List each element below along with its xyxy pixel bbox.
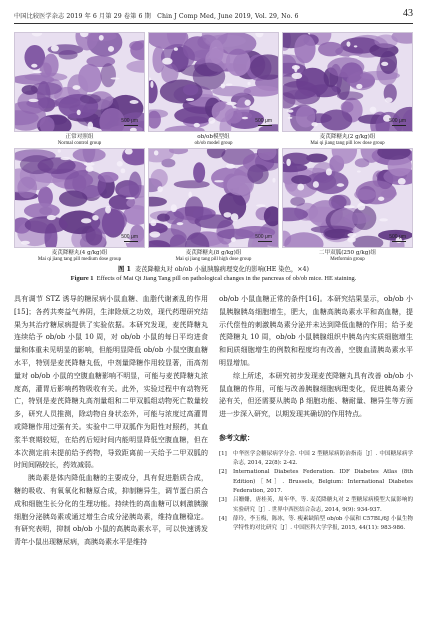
- micrograph-image: [148, 32, 279, 132]
- micrograph-image: [148, 148, 279, 248]
- figure-panel: [14, 148, 145, 263]
- figure-panel: [282, 148, 413, 263]
- journal-citation: 中国比较医学杂志 2019 年 6 月第 29 卷第 6 期 Chin J Comp Med, June 2019, Vol. 29, No. 6: [14, 12, 299, 20]
- reference-text: 吕姗姗，唐桂英，周年华，等. 麦芪降糖丸对 2 型糖尿病模型大鼠影响的实验研究［J］. 世界中西医结合杂志, 2014, 9(9): 934-937.: [233, 497, 413, 513]
- micrograph-image: [282, 32, 413, 132]
- reference-item: [219, 515, 413, 534]
- figure-caption: [14, 265, 413, 283]
- panel-caption-cn: 麦芪降糖丸(8 g/kg)组: [185, 250, 242, 256]
- body-paragraph: 综上所述，本研究初步发现麦芪降糖丸具有改善 ob/ob 小鼠血糖的作用，可能与改善胰腺细胞病理变化，促进胰岛素分泌有关，但还需要从胰岛 β 细胞功能、糖耐量、糖异生等方面进一步深入研究，以期发现其确切的作用特点。: [219, 371, 413, 419]
- panel-caption-cn: 正常对照组: [65, 134, 94, 140]
- body-paragraph: 胰岛素是体内降低血糖的主要成分，具有促进脂质合成，糖的吸收、有氧氧化和糖原合成，抑制糖异生，调节蛋白质合成和细胞生长分化的生理功能。持续性的高血糖可以刺激胰腺细胞分泌胰岛素或通过增生合成分泌胰岛素，维持血糖稳定。有研究表明，抑制 ob/ob 小鼠的高胰岛素水平，可以快速诱发青年小鼠出现糖尿病，高胰岛素水平是维持: [14, 474, 208, 547]
- panel-caption-cn: 二甲双胍(250 g/kg)组: [318, 250, 377, 256]
- figure-panel: [148, 32, 279, 147]
- tissue-texture: [15, 149, 144, 247]
- figure-panel: [148, 148, 279, 263]
- scale-bar-label: 500 μm: [389, 117, 406, 124]
- scale-bar: [389, 234, 406, 243]
- micrograph-image: [14, 32, 145, 132]
- scale-bar-line: [392, 125, 406, 127]
- panel-caption-cn: 麦芪降糖丸(4 g/kg)组: [51, 250, 108, 256]
- reference-item: [219, 496, 413, 515]
- body-column-right: [219, 293, 413, 533]
- scale-bar: [121, 234, 138, 243]
- panel-caption-en: Metformin group: [330, 257, 365, 262]
- running-header: [14, 9, 413, 21]
- figure-title-cn: 麦芪降糖丸对 ob/ob 小鼠胰腺病理变化的影响(HE 染色，×4): [134, 266, 309, 273]
- figure-panel: [14, 32, 145, 147]
- reference-item: [219, 468, 413, 496]
- tissue-texture: [283, 149, 412, 247]
- tissue-texture: [283, 33, 412, 131]
- scale-bar-label: 500 μm: [255, 117, 272, 124]
- panel-caption-en: Mai qi jiang tang pill medium dose group: [37, 257, 122, 262]
- references-heading: 参考文献：: [219, 432, 254, 442]
- page-number: 43: [403, 8, 413, 19]
- header-rule: [14, 23, 413, 24]
- reference-text: 中华医学会糖尿病学分会. 中国 2 型糖尿病防治指南［J］. 中国糖尿病学杂志, 2014, 22(8): 2-42.: [233, 450, 413, 467]
- figure-label-cn: 图 1: [118, 266, 131, 273]
- tissue-texture: [149, 149, 278, 247]
- panel-caption-cn: 麦芪降糖丸(2 g/kg)组: [319, 134, 376, 140]
- reference-text: International Diabetes Federation. IDF Diabetes Atlas (8th Edition)［M］. Brussels, Belgium: International Diabetes Federation, 2017.: [233, 469, 413, 494]
- panel-caption-en: Normal control group: [57, 141, 102, 146]
- micrograph-image: [282, 148, 413, 248]
- tissue-texture: [15, 33, 144, 131]
- figure-label-en: Figure 1: [70, 275, 94, 282]
- scale-bar-line: [258, 125, 272, 127]
- scale-bar-label: 500 μm: [121, 117, 138, 124]
- figure-caption-en: [14, 274, 413, 283]
- reference-list: [219, 450, 413, 534]
- tissue-texture: [149, 33, 278, 131]
- reference-number: [4]: [219, 515, 227, 522]
- scale-bar: [389, 118, 406, 127]
- reference-item: [219, 450, 413, 469]
- reference-text: 薛玲，李玉梅，陈冰，等. 瘦素缺陷型 ob/ob 小鼠和 C57BL/6J 小鼠生物学特性的对比研究［J］. 中国医科大学学报, 2015, 44(11): 983-986.: [233, 515, 413, 532]
- figure-caption-cn: [14, 265, 413, 274]
- scale-bar: [255, 118, 272, 127]
- scale-bar-line: [124, 241, 138, 243]
- panel-caption-en: Mai qi jiang tang pill low dose group: [310, 141, 385, 146]
- scale-bar-label: 500 μm: [121, 233, 138, 240]
- figure-title-en: Effects of Mai Qi Jiang Tang pill on pathological changes in the pancreas of ob/ob mice. HE staining.: [96, 275, 357, 282]
- body-column-left: [14, 293, 208, 549]
- scale-bar-line: [258, 241, 272, 243]
- panel-caption-en: Mai qi jiang tang pill high dose group: [175, 257, 252, 262]
- scale-bar: [121, 118, 138, 127]
- scale-bar-line: [124, 125, 138, 127]
- scale-bar-label: 500 μm: [255, 233, 272, 240]
- scale-bar-label: 500 μm: [389, 233, 406, 240]
- micrograph-image: [14, 148, 145, 248]
- reference-number: [3]: [219, 497, 227, 504]
- panel-caption-en: ob/ob model group: [194, 141, 233, 146]
- body-paragraph: ob/ob 小鼠血糖正常的条件[16]。本研究结果显示，ob/ob 小鼠胰腺胰岛细胞增生，肥大，血糖高胰岛素水平和高血糖，提示代偿性的刺激胰岛素分泌并未达到降低血糖的作用；给予麦芪降糖丸 10 周，ob/ob 小鼠胰腺组织中胰岛内实质细胞增生和间质细胞增生的例数和程度均有改善，空腹血清胰岛素水平明显增加。: [219, 295, 413, 367]
- figure-row-top: [14, 32, 413, 147]
- body-paragraph: 具有调节 STZ 诱导的糖尿病小鼠血糖、血脂代谢紊乱的作用[15]；各药共奏益气养阴，生津除烦之功效，现代药理研究结果为其治疗糖尿病提供了实验依据。本研究发现，麦芪降糖丸连续给予 ob/ob 小鼠 10 周，对 ob/ob 小鼠的每日平均进食量和体重未见明显的影响，但能明显降低 ob/ob 小鼠空腹血糖水平，特别是麦芪降糖丸低，中剂量降糖作用较显著，而高剂量对 ob/ob 小鼠的空腹血糖影响不明显，可能与麦芪降糖丸浓度高，灌胃后影响药物吸收有关。此外，实验过程中有动物死亡，特别是麦芪降糖丸高剂量组和二甲双胍组动物死亡数量较多，研究人员推测，除动物自身状态外，可能与浓度过高灌胃或降糖作用过强有关。实验中二甲双胍作为阳性对照药，其血浆半衰期较短，在给药后短时间内能明显降低空腹血糖，但在本次测定前未提前给予药物，导致距离前一天给予二甲双胍的时间间隔较长，药效减弱。: [14, 295, 208, 470]
- figure-row-bottom: [14, 148, 413, 263]
- reference-number: [2]: [219, 469, 227, 476]
- scale-bar-line: [392, 241, 406, 243]
- scale-bar: [255, 234, 272, 243]
- reference-number: [1]: [219, 450, 227, 457]
- figure-panel: [282, 32, 413, 147]
- panel-caption-cn: ob/ob模型组: [197, 134, 230, 140]
